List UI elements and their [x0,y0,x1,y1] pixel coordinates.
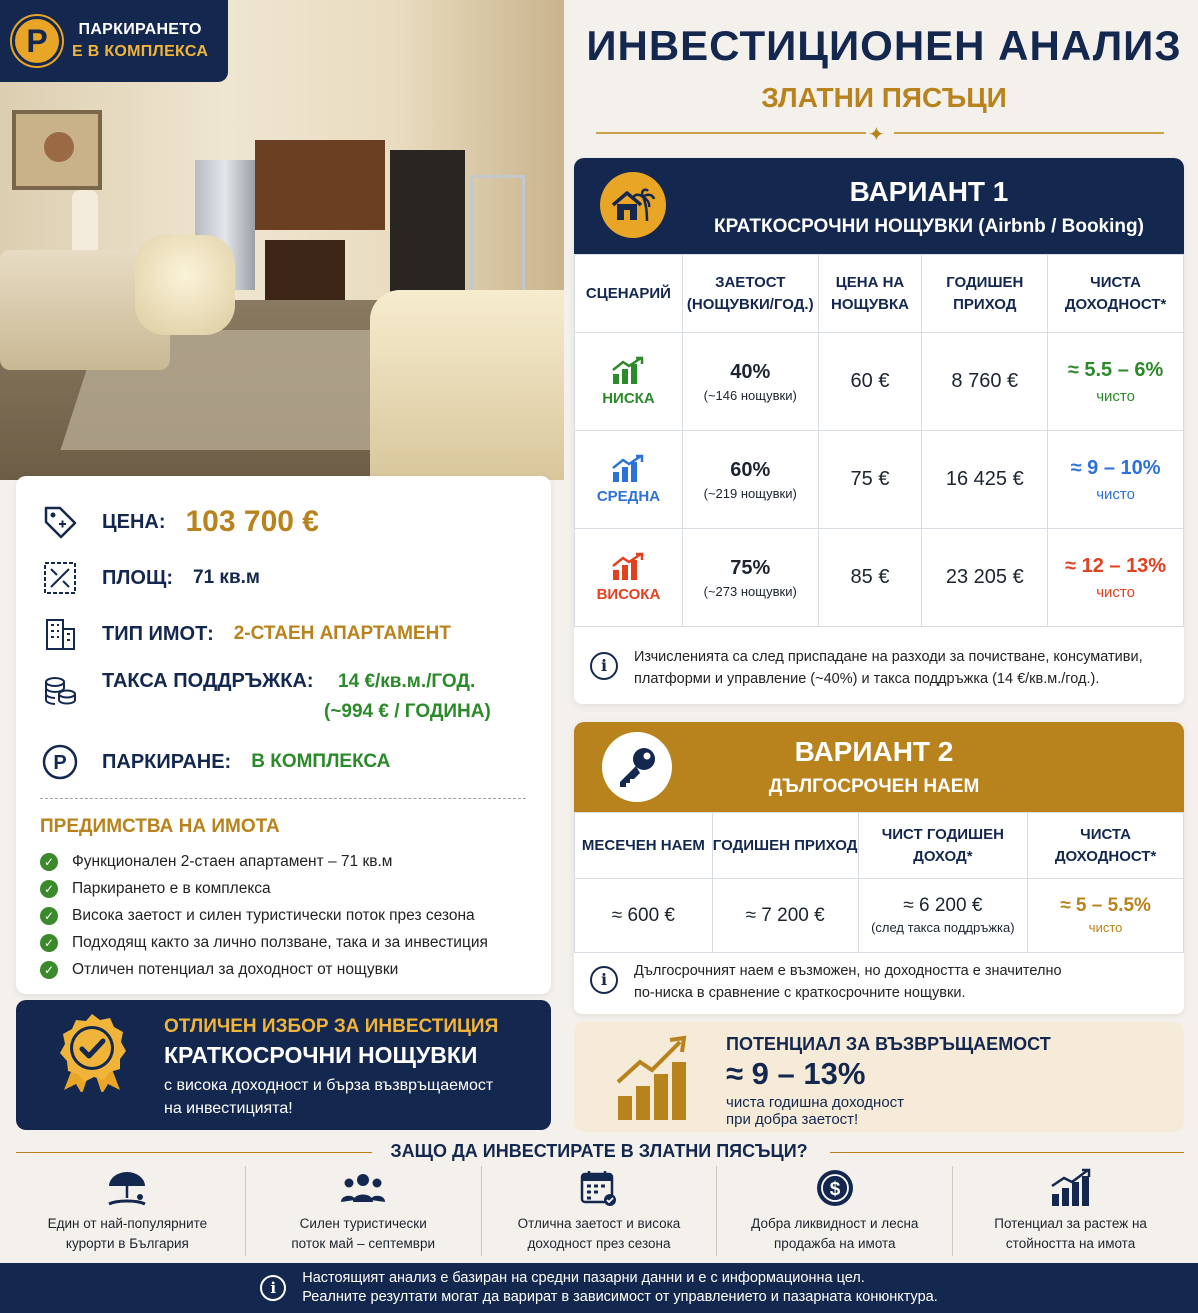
column-header: ЧИСТА ДОХОДНОСТ* [1028,813,1184,879]
nights-value: (~219 нощувки) [703,485,797,501]
check-icon: ✓ [40,853,58,871]
list-item: ✓ Паркирането е в комплекса [40,875,488,902]
parking-value: В КОМПЛЕКСА [251,751,391,772]
parking-badge-line2: Е В КОМПЛЕКСА [72,43,209,60]
why-items [10,1166,1188,1256]
scenario-label: СРЕДНА [596,488,661,505]
parking-icon: P [12,16,62,66]
price-cell: 85 € [818,529,922,627]
variant2-card [574,722,1184,1014]
fee-label: ТАКСА ПОДДРЪЖКА: [102,670,314,692]
choice-line1: ОТЛИЧЕН ИЗБОР ЗА ИНВЕСТИЦИЯ [164,1016,499,1037]
chart-low-icon [611,356,645,386]
type-value: 2-СТАЕН АПАРТАМЕНТ [233,623,451,644]
variant1-subtitle: КРАТКОСРОЧНИ НОЩУВКИ (Airbnb / Booking) [714,216,1144,237]
building-icon [40,614,80,654]
potential-title: ПОТЕНЦИАЛ ЗА ВЪЗВРЪЩАЕМОСТ [726,1034,1051,1054]
why-item: Потенциал за растеж на стойността на имота [953,1166,1188,1256]
revenue-cell: 16 425 € [922,431,1048,529]
variant2-title: ВАРИАНТ 2 [794,736,954,767]
occupancy-value: 60% [730,458,771,481]
advantages-title: ПРЕДИМСТВА НА ИМОТА [40,816,280,837]
ornament-line-left [596,132,866,134]
info-icon: i [590,966,618,994]
variant2-table [574,812,1184,953]
net-label: чисто [1096,485,1135,503]
column-header: ЧИСТА ДОХОДНОСТ* [1048,255,1184,333]
list-item: ✓ Функционален 2-стаен апартамент – 71 кв.м [40,848,488,875]
investment-choice-banner [16,1000,551,1130]
beach-umbrella-icon [103,1166,151,1210]
ornament-line-right [894,132,1164,134]
page-subtitle: ЗЛАТНИ ПЯСЪЦИ [761,82,1007,113]
property-info-card [16,476,551,994]
variant1-table [574,254,1184,627]
yield-value: ≈ 5.5 – 6% [1067,358,1164,381]
type-row [40,614,451,654]
list-item: ✓ Висока заетост и силен туристически поток през сезона [40,902,488,929]
check-icon: ✓ [40,961,58,979]
revenue-cell: 23 205 € [922,529,1048,627]
potential-description: чиста годишна доходност при добра заетост! [726,1094,905,1128]
occupancy-value: 75% [730,556,771,579]
check-icon: ✓ [40,880,58,898]
chart-high-icon [611,552,645,582]
disclaimer-line1: Настоящият анализ е базиран на средни пазарни данни и е с информационна цел. [302,1270,865,1286]
scenario-label: ВИСОКА [596,586,661,603]
variant1-title: ВАРИАНТ 1 [849,176,1009,207]
variant2-header [574,722,1184,812]
column-header: ЧИСТ ГОДИШЕН ДОХОД* [858,813,1028,879]
why-line-right [830,1152,1184,1153]
people-icon [339,1166,387,1210]
why-title: ЗАЩО ДА ИНВЕСТИРАТЕ В ЗЛАТНИ ПЯСЪЦИ? [390,1141,808,1161]
check-icon: ✓ [40,934,58,952]
type-label: ТИП ИМОТ: [102,622,214,645]
key-icon [602,732,672,802]
variant1-card [574,158,1184,704]
monthly-rent-cell: ≈ 600 € [575,879,713,953]
yield-value: ≈ 5 – 5.5% [1060,895,1151,916]
why-item: Един от най-популярните курорти в България [10,1166,246,1256]
info-icon: i [590,652,618,680]
divider [40,798,526,799]
table-header-row [575,255,1184,333]
why-item: Отлична заетост и висока доходност през сезона [482,1166,718,1256]
column-header: ЗАЕТОСТ (НОЩУВКИ/ГОД.) [682,255,818,333]
yield-value: ≈ 9 – 10% [1070,456,1161,479]
net-income-value: ≈ 6 200 € [903,895,983,916]
table-row [575,431,1184,529]
table-row [575,879,1184,953]
chart-medium-icon [611,454,645,484]
potential-value: ≈ 9 – 13% [726,1056,866,1091]
variant2-note: i Дългосрочният наем е възможен, но доходността е значително по-ниска в сравнение с краткосрочните нощувки. [590,960,1062,1004]
parking-badge-line1: ПАРКИРАНЕТО [78,21,202,38]
growth-chart-icon [1048,1166,1094,1210]
growth-chart-icon [614,1032,690,1122]
table-row [575,529,1184,627]
net-income-note: (след такса поддръжка) [871,920,1015,935]
svg-text:$: $ [829,1179,841,1200]
floor-plan-icon [40,558,80,598]
column-header: СЦЕНАРИЙ [575,255,683,333]
price-label: ЦЕНА: [102,510,166,533]
price-cell: 60 € [818,333,922,431]
beach-house-icon [600,172,666,238]
occupancy-value: 40% [730,360,771,383]
net-label: чисто [1096,583,1135,601]
star-ornament-icon: ✦ [868,124,885,146]
area-row [40,558,260,598]
disclaimer-footer [0,1263,1198,1313]
column-header: ЦЕНА НА НОЩУВКА [818,255,922,333]
variant1-header [574,158,1184,254]
fee-value-annual: (~994 € / ГОДИНА) [324,701,491,722]
price-tag-icon [40,502,80,542]
price-value: 103 700 € [185,505,319,538]
annual-income-cell: ≈ 7 200 € [712,879,858,953]
fee-row [40,670,491,723]
parking-badge [0,0,228,82]
net-label: чисто [1096,387,1135,405]
list-item: ✓ Подходящ както за лично ползване, така и за инвестиция [40,929,488,956]
info-icon: i [260,1275,286,1301]
fee-value: 14 €/кв.м./ГОД. [338,671,476,692]
scenario-label: НИСКА [602,390,655,407]
nights-value: (~146 нощувки) [703,387,797,403]
parking-row [40,742,390,782]
price-cell: 75 € [818,431,922,529]
revenue-cell: 8 760 € [922,333,1048,431]
variant2-subtitle: ДЪЛГОСРОЧЕН НАЕМ [768,776,980,797]
dollar-coin-icon [815,1166,855,1210]
yield-value: ≈ 12 – 13% [1065,554,1167,577]
disclaimer-line2: Реалните резултати могат да варират в зависимост от управлението и пазарната конюнктура. [302,1289,938,1305]
check-icon: ✓ [40,907,58,925]
return-potential-box [574,1022,1184,1132]
parking-label: ПАРКИРАНЕ: [102,750,232,773]
nights-value: (~273 нощувки) [703,583,797,599]
column-header: ГОДИШЕН ПРИХОД [712,813,858,879]
column-header: МЕСЕЧЕН НАЕМ [575,813,713,879]
column-header: ГОДИШЕН ПРИХОД [922,255,1048,333]
table-header-row [575,813,1184,879]
svg-text:P: P [53,752,67,774]
area-value: 71 кв.м [193,567,260,588]
choice-line3: с висока доходност и бърза възвръщаемост на инвестицията! [164,1077,494,1117]
variant1-note: i Изчисленията са след приспадане на разходи за почистване, консумативи, платформи и управление (~40%) и такса поддръжка (14 €/кв.м./год.). [590,646,1143,690]
parking-circle-icon [40,742,80,782]
page-title: ИНВЕСТИЦИОНЕН АНАЛИЗ [586,22,1182,69]
table-row [575,333,1184,431]
price-row [40,502,319,542]
why-item: Силен туристически поток май – септември [246,1166,482,1256]
medal-check-icon [52,1012,132,1092]
coins-icon [40,670,80,710]
why-item: $ Добра ликвидност и лесна продажба на имота [717,1166,953,1256]
calendar-icon [579,1166,619,1210]
area-label: ПЛОЩ: [102,566,174,589]
net-label: чисто [1088,920,1123,935]
advantages-list [40,848,488,983]
list-item: ✓ Отличен потенциал за доходност от нощувки [40,956,488,983]
choice-line2: КРАТКОСРОЧНИ НОЩУВКИ [164,1042,478,1068]
